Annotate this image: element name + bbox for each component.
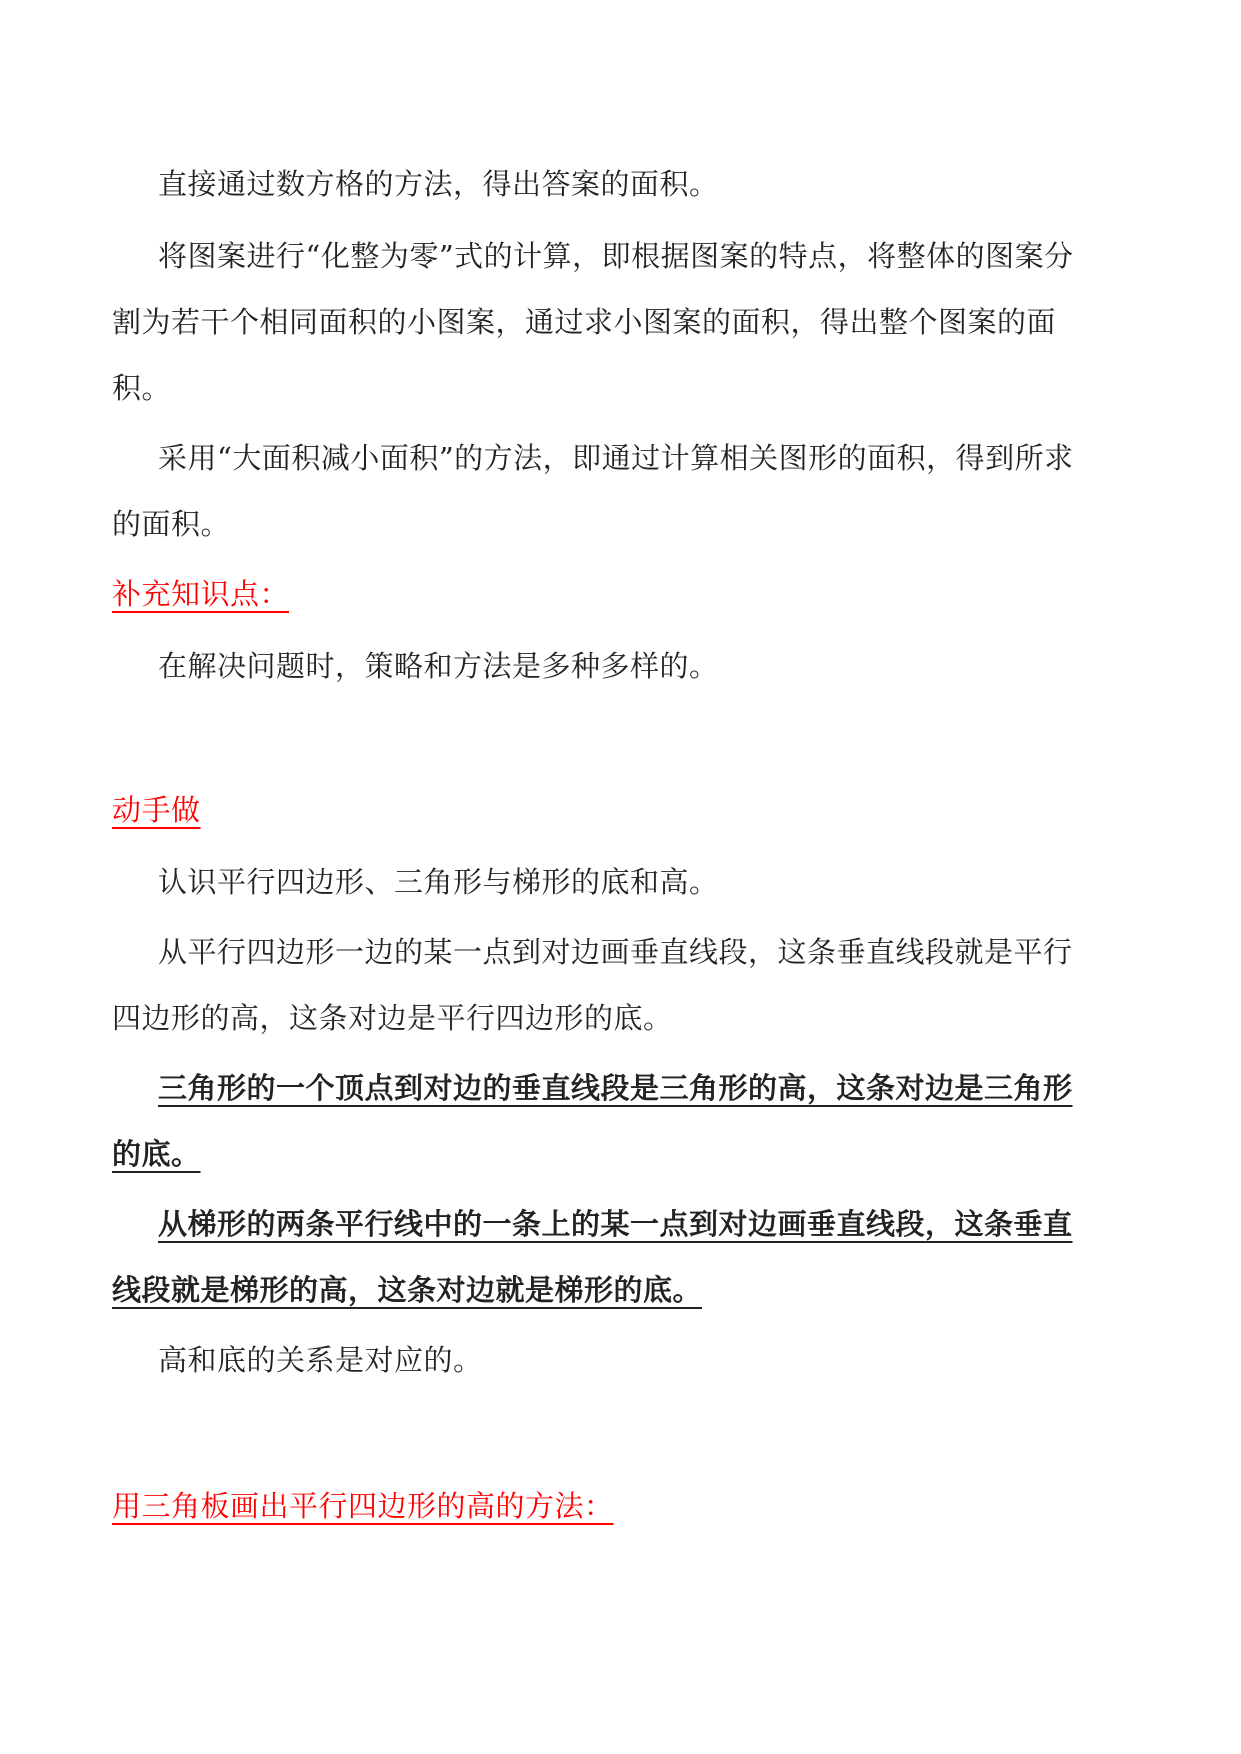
trapezoid-emphasis-2: 线段就是梯形的高，这条对边就是梯形的底。 <box>112 1273 703 1307</box>
paragraph-parallelogram-line-1: 从平行四边形一边的某一点到对边画垂直线段，这条垂直线段就是平行 <box>158 935 1073 969</box>
paragraph-trapezoid-line-1 <box>158 1204 1178 1244</box>
heading-hands-on: 动手做 <box>112 793 201 827</box>
paragraph-trapezoid-line-2 <box>112 1270 1132 1310</box>
paragraph-subtract-line-1: 采用“大面积减小面积”的方法，即通过计算相关图形的面积，得到所求 <box>158 441 1074 475</box>
paragraph-subtract-line-2: 的面积。 <box>112 507 231 541</box>
paragraph-divide-line-1: 将图案进行“化整为零”式的计算，即根据图案的特点，将整体的图案分 <box>158 239 1074 273</box>
paragraph-divide-line-3: 积。 <box>112 371 172 405</box>
heading-supplement: 补充知识点： <box>112 577 290 611</box>
triangle-emphasis-1: 三角形的一个顶点到对边的垂直线段是三角形的高，这条对边是三角形 <box>158 1071 1073 1105</box>
trapezoid-emphasis-1: 从梯形的两条平行线中的一条上的某一点到对边画垂直线段，这条垂直 <box>158 1207 1073 1241</box>
paragraph-strategies: 在解决问题时，策略和方法是多种多样的。 <box>158 649 719 683</box>
triangle-emphasis-2: 的底。 <box>112 1137 201 1171</box>
heading-draw-height-method: 用三角板画出平行四边形的高的方法： <box>112 1489 614 1523</box>
paragraph-divide-line-2: 割为若干个相同面积的小图案，通过求小图案的面积，得出整个图案的面 <box>112 305 1057 339</box>
paragraph-parallelogram-line-2: 四边形的高，这条对边是平行四边形的底。 <box>112 1001 673 1035</box>
paragraph-triangle-line-1 <box>158 1068 1178 1108</box>
paragraph-base-height-intro: 认识平行四边形、三角形与梯形的底和高。 <box>158 865 719 899</box>
paragraph-count-squares: 直接通过数方格的方法，得出答案的面积。 <box>158 167 719 201</box>
paragraph-correspondence: 高和底的关系是对应的。 <box>158 1343 483 1377</box>
paragraph-triangle-line-2 <box>112 1134 1132 1174</box>
